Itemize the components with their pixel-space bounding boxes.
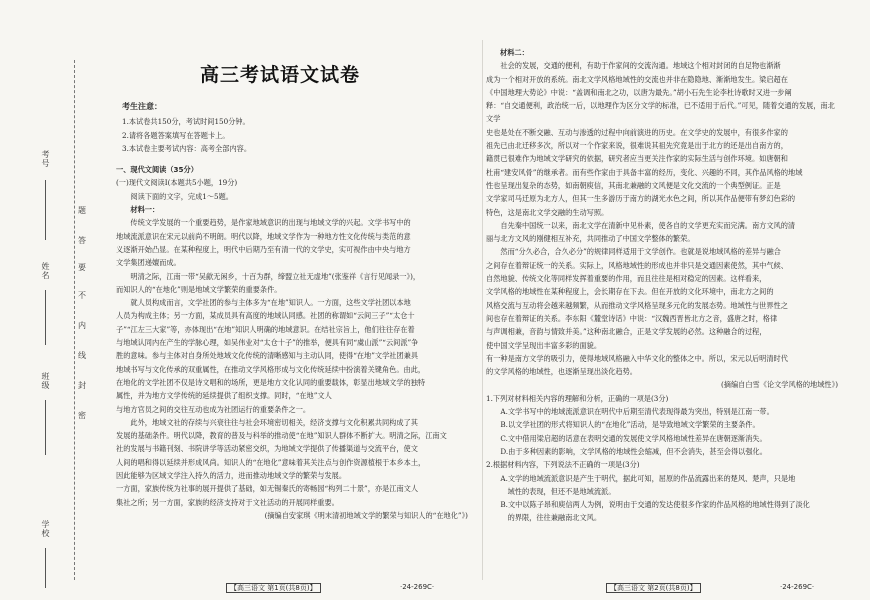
passage-line: 发展的基础条件。明代以降，教育的普及与科举的推动使“在地”知识人群体不断扩大。明清之际，江南文 (116, 431, 447, 441)
label-xuexiao: 学校 (41, 520, 50, 538)
passage-line: 义逐渐开始凸显。在某种程度上，明代中后期乃至有清一代的文学史，实可视作由中央与地方 (116, 244, 411, 254)
question-1: 1.下列对材料相关内容的理解和分析，正确的一项是(3分) (486, 393, 669, 403)
section-heading: 一、现代文阅读（35分） (116, 165, 198, 175)
seal-char: 题 (78, 206, 86, 215)
passage-line: 文学风格的地域性在某种程度上，会长期存在下去。但在开放的文化环境中，南北方之间的 (486, 287, 774, 297)
label-banji: 班级 (41, 372, 50, 390)
passage-line: 祖先已由北迁移多次，所以对一个作家来说，很难说其祖先究竟是出于北方的还是出自南方的， (486, 141, 788, 151)
passage-line: 文学集团递嬗而成。 (116, 258, 181, 268)
notice-item: 3.本试卷主要考试内容：高考全部内容。 (122, 143, 252, 153)
notice-heading: 考生注意： (122, 102, 162, 111)
source-citation: (摘编自白雪《论文学风格的地域性》) (720, 380, 838, 390)
page2-column (486, 46, 838, 525)
passage-line: 与地方官员之间的交往互动也成为社团运行的重要条件之一。 (116, 404, 311, 414)
passage-line: 然而“分久必合，合久必分”的规律同样适用于文学创作。也就是说地域风格的差异与融合 (500, 247, 781, 257)
option-1b: B.以文学社团的形式将知识人的“在地化”活动，是导致地域文学繁荣的主要条件。 (500, 420, 760, 430)
page2-code: ·24-269C· (780, 583, 815, 591)
option-2a-cont: 域性的表现，但还不是地域流派。 (507, 486, 616, 496)
page2-footer-label: 【高三语文 第2页(共8页)】 (606, 583, 701, 593)
passage-line: 特色，这是南北文学交融的生动写照。 (486, 207, 609, 217)
notice-item: 1.本试卷共150分，考试时间150分钟。 (122, 117, 250, 127)
seal-line (74, 60, 75, 580)
passage-line: 籍贯已很难作为地域文学研究的依据，研究者应当更关注作家的实际生活与创作环境。如唐朝和 (486, 154, 788, 164)
option-1a: A.文学书写中的地域流派意识在明代中后期至清代表现得最为突出，特别是江南一带。 (500, 407, 774, 417)
passage-line: 社会的发展，交通的便利，有助于作家间的交流沟通。地域这个相对封闭的自足物也渐渐 (500, 61, 781, 71)
passage-line: 人员为构成主体；另一方面，某成员具有高度的地域认同感。社团的称谓如“云间三子”“太仓十 (116, 311, 415, 321)
passage-line: 史也是处在不断交融、互动与渗透的过程中向前演进的历史。在文学史的发展中，有很多作家的 (486, 127, 788, 137)
material-heading: 材料一： (130, 205, 160, 215)
passage-line: 文学家司马迁原为北方人，但其一生多游历于南方的湖光水色之间，所以其作品便带有梦幻色彩的 (486, 194, 796, 204)
label-kaohao: 考号 (41, 150, 50, 168)
option-2b: B.文中以陈子昂和庾信两人为例，说明由于交通的发达使很多作家的作品风格的地域性得到了淡化 (500, 500, 810, 510)
passage-line: 地域书写与文化传承的双重属性，在推动文学风格形成与文化传统延续中扮演着关键角色。由此， (116, 364, 426, 374)
option-2a: A.文学的地域流派意识是产生于明代，据此可知，屈原的作品流露出来的楚风、楚声，只是地 (500, 473, 796, 483)
xingming-line (45, 290, 46, 345)
seal-char: 封 (78, 381, 86, 390)
banji-line (45, 400, 46, 455)
page1-footer-label: 【高三语文 第1页(共8页)】 (226, 583, 321, 593)
page1-footer (226, 583, 321, 593)
passage-line: 在地化的文学社团不仅是诗文唱和的场所，更是地方文化认同的重要载体，彰显出地域文学的独特 (116, 377, 426, 387)
exam-title: 高三考试语文试卷 (200, 64, 361, 86)
passage-line: 因此能够为区域文学注入持久的活力，进而推动地域文学的繁荣与发展。 (116, 471, 347, 481)
instruction: 阅读下面的文字，完成1～5题。 (130, 191, 233, 201)
passage-line: 与地域认同内在产生的学脉心理，如吴伟业对“太仓十子”的推举，便具有同“虞山派”“云间派”争 (116, 338, 419, 348)
passage-line: 丽与北方文风的刚健相互补充，共同推动了中国文学整体的繁荣。 (486, 234, 695, 244)
passage-line: 的文学风格的地域性，也逐渐呈现出淡化趋势。 (486, 367, 637, 377)
seal-char: 密 (78, 411, 86, 420)
passage-line: 性也呈现出复杂的态势，如南朝庾信，其南北兼融的文风便是文化交流的一个典型例证。正是 (486, 180, 781, 190)
passage-line: 人间的唱和得以延续并形成风尚。知识人的“在地化”意味着其关注点与创作资源植根于本乡本土， (116, 457, 426, 467)
passage-line: 有一种是南方文学的吸引力，使得地域风格融入中华文化的整体之中。所以，宋元以后明清时代 (486, 353, 788, 363)
passage-line: 地域流派意识在宋元以前尚不明朗。明代以降，地域文学作为一种地方性文化传统与类范的意 (116, 231, 411, 241)
seal-char: 要 (78, 263, 86, 272)
option-2b-cont: 的界限，往往兼融南北文风。 (507, 513, 602, 523)
seal-char: 答 (78, 236, 86, 245)
page1-column (116, 100, 468, 522)
material-heading: 材料二： (500, 48, 529, 57)
passage-line: 成为一个相对开放的系统。南北文学风格地域性的交流也并非在隐隐地、渐渐地发生。梁启超在 (486, 74, 788, 84)
page2-footer (606, 583, 701, 593)
page-divider (482, 40, 483, 580)
passage-line: 而知识人的“在地化”则是地域文学繁荣的重要条件。 (116, 284, 282, 294)
kaohao-line (45, 180, 46, 240)
notice-item: 2.请将各题答案填写在答题卡上。 (122, 130, 230, 140)
passage-line: 此外，地域文社的存续与兴衰往往与社会环境密切相关，经济支撑与文化积累共同构成了其 (130, 417, 418, 427)
passage-line: 集社之所；另一方面，家族的经济支持对于文社活动的开展同样重要。 (116, 497, 339, 507)
passage-line: 《中国地理大势论》中说：“盖调和南北之功，以唐为最先。”胡小石先生论李杜诗歌时又进一步阐 (486, 87, 792, 97)
passage-line: 传统文学发展的一个重要趋势，是作家地域意识的出现与地域文学的兴起。文学书写中的 (130, 218, 411, 228)
passage-line: 就人员构成而言，文学社团的参与主体多为“在地”知识人。一方面，这些文学社团以本地 (130, 298, 411, 308)
binding-strip (0, 0, 95, 600)
page1-code: ·24-269C· (400, 583, 435, 591)
passage-line: 释：“自交通便利，政治统一后，以地理作为区分文学的标准，已不适用于后代。”可见，随着交通的发展，南北文学 (486, 101, 835, 124)
question-2: 2.根据材料内容，下列说法不正确的一项是(3分) (486, 460, 640, 470)
seal-char: 不 (78, 291, 86, 300)
passage-line: 自然地貌、传统文化等同样发挥着重要的作用，而且往往是相对稳定的因素。这样看来， (486, 274, 767, 284)
source-citation: (摘编自安家琪《明末清初地域文学的繁荣与知识人的“在地化”》) (264, 510, 468, 520)
seal-char: 内 (78, 321, 86, 330)
passage-line: 之间存在着辩证统一的关系。实际上，风格地域性的形成也并非只是交通因素使然，其中气候、 (486, 260, 788, 270)
passage-line: 社的发展与书籍刊刻、书院讲学等活动紧密交织，为地域文学提供了传播渠道与交流平台，使文 (116, 444, 418, 454)
passage-line: 杜甫“建安风骨”的继承者。而有些作家由于具备丰富的经历，变化、兴趣的不同，其作品风格的地域 (486, 167, 803, 177)
passage-line: 与声调相兼，音韵与情致并美。”这种南北融合，正是文学发展的必然。这种融合的过程， (486, 327, 767, 337)
option-1c: C.文中借用梁启超的话意在表明交通的发展使文学风格地域性差异在唐朝逐渐消失。 (500, 433, 767, 443)
passage-line: 风格交流与互动将会越来越频繁，从而推动文学风格呈现多元化的发展态势。地域性与世界性之 (486, 300, 788, 310)
passage-line: 间也存在着辩证的关系。李东阳《麓堂诗话》中说：“汉魏西晋皆北方之音，盛唐之时，格律 (486, 313, 778, 323)
seal-char: 线 (78, 351, 86, 360)
passage-line: 自先秦中国统一以来，南北文学在清新中见朴素，使各自的文学更充实而完满。南方文风的清 (500, 220, 796, 230)
option-1d: D.由于多种因素的影响，文学风格的地域性会缩减，但不会消失，甚至会得以强化。 (500, 446, 767, 456)
passage-line: 使中国文学呈现出丰富多彩的面貌。 (486, 340, 602, 350)
passage-line: 明清之际，江南一带“吴歈无闲乡，十百为群，缔盟立社无虚地”(张鉴祥《言行见闻录一》)， (130, 271, 421, 281)
label-xingming: 姓名 (41, 262, 50, 280)
passage-line: 一方面，家族传统为社事的展开提供了基础，如无锡秦氏的寄畅园“构列二十景”，亦是江南文人 (116, 484, 419, 494)
xuexiao-line (45, 548, 46, 588)
passage-line: 子”“江左三大家”等，亦体现出“在地”知识人明确的地域意识。在结社宗旨上，他们往往存在着 (116, 324, 415, 334)
passage-line: 胜的意味。参与主体对自身所处地域文化传统的清晰感知与主动认同，使得“在地”文学社团兼具 (116, 351, 419, 361)
passage-line: 属性，并为地方文学传统的延续提供了组织支撑。同时，“在地”文人 (116, 391, 332, 401)
subsection-heading: (一)现代文阅读Ⅰ(本题共5小题，19分) (116, 178, 238, 188)
